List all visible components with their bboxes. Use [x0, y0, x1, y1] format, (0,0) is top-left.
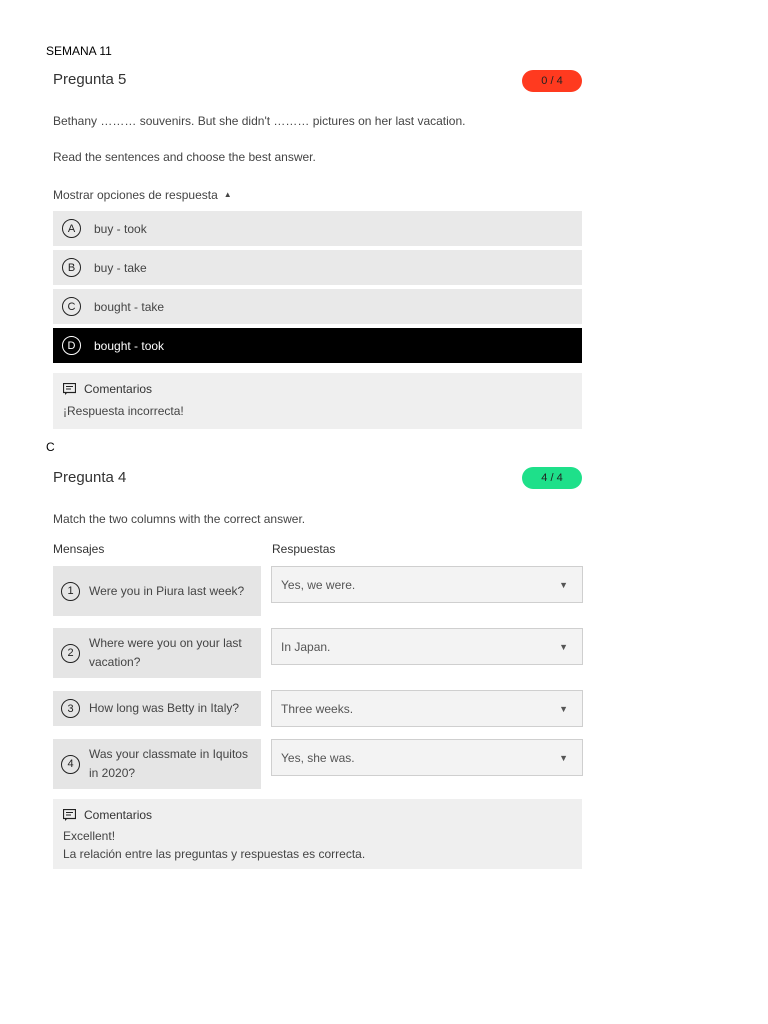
- message-number-badge: 2: [61, 644, 80, 663]
- answer-selected-value: Yes, she was.: [281, 750, 355, 765]
- chevron-up-icon: ▲: [223, 190, 232, 199]
- option-letter-badge: C: [62, 297, 81, 316]
- message-item-3: [53, 691, 261, 726]
- question-5-comments: [53, 373, 582, 429]
- comments-text: ¡Respuesta incorrecta!: [63, 404, 184, 418]
- comment-icon: [63, 809, 76, 821]
- option-label: buy - took: [94, 221, 147, 236]
- message-text: Were you in Piura last week?: [89, 583, 245, 598]
- message-number-badge: 3: [61, 699, 80, 718]
- question-5-score-badge: 0 / 4: [522, 70, 582, 92]
- message-item-2: [53, 628, 261, 678]
- answer-select-2[interactable]: [271, 628, 583, 665]
- answers-column-header: Respuestas: [272, 542, 336, 556]
- comments-text-line-1: Excellent!: [63, 829, 116, 843]
- comments-text-line-2: La relación entre las preguntas y respuestas es correcta.: [63, 847, 366, 861]
- comments-title: Comentarios: [84, 808, 153, 822]
- option-letter-badge: D: [62, 336, 81, 355]
- question-4-score-badge: 4 / 4: [522, 467, 582, 489]
- answer-select-1[interactable]: [271, 566, 583, 603]
- comment-icon: [63, 383, 76, 395]
- question-4-instruction: Match the two columns with the correct answer.: [53, 512, 306, 526]
- question-4-title: Pregunta 4: [53, 469, 127, 486]
- answer-selected-value: Three weeks.: [281, 701, 354, 716]
- question-5-instruction: Read the sentences and choose the best answer.: [53, 150, 316, 164]
- option-letter-badge: B: [62, 258, 81, 277]
- question-4-comments: [53, 799, 582, 869]
- option-label: bought - take: [94, 299, 165, 314]
- message-number-badge: 4: [61, 755, 80, 774]
- message-text: Was your classmate in Iquitos in 2020?: [89, 747, 248, 780]
- answer-option-d[interactable]: [53, 328, 582, 363]
- message-number-badge: 1: [61, 582, 80, 601]
- dropdown-arrow-icon: ▼: [559, 641, 568, 652]
- question-5-prompt: Bethany ……… souvenirs. But she didn't ……… pictures on her last vacation.: [53, 114, 466, 128]
- messages-column-header: Mensajes: [53, 542, 105, 556]
- stray-letter: C: [46, 440, 55, 454]
- option-label: buy - take: [94, 260, 147, 275]
- answer-option-b[interactable]: [53, 250, 582, 285]
- message-text: Where were you on your last vacation?: [89, 636, 242, 669]
- comments-title: Comentarios: [84, 382, 153, 396]
- answer-selected-value: Yes, we were.: [281, 577, 356, 592]
- show-answer-options-toggle[interactable]: [53, 188, 232, 202]
- message-item-4: [53, 739, 261, 789]
- dropdown-arrow-icon: ▼: [559, 703, 568, 714]
- message-item-1: [53, 566, 261, 616]
- answer-option-a[interactable]: [53, 211, 582, 246]
- answer-select-4[interactable]: [271, 739, 583, 776]
- option-letter-badge: A: [62, 219, 81, 238]
- question-5-title: Pregunta 5: [53, 71, 127, 88]
- week-label: SEMANA 11: [46, 44, 112, 58]
- answer-option-c[interactable]: [53, 289, 582, 324]
- answer-select-3[interactable]: [271, 690, 583, 727]
- message-text: How long was Betty in Italy?: [89, 701, 240, 715]
- answer-selected-value: In Japan.: [281, 639, 331, 654]
- toggle-label: Mostrar opciones de respuesta: [53, 188, 218, 202]
- option-label: bought - took: [94, 338, 165, 353]
- dropdown-arrow-icon: ▼: [559, 752, 568, 763]
- dropdown-arrow-icon: ▼: [559, 579, 568, 590]
